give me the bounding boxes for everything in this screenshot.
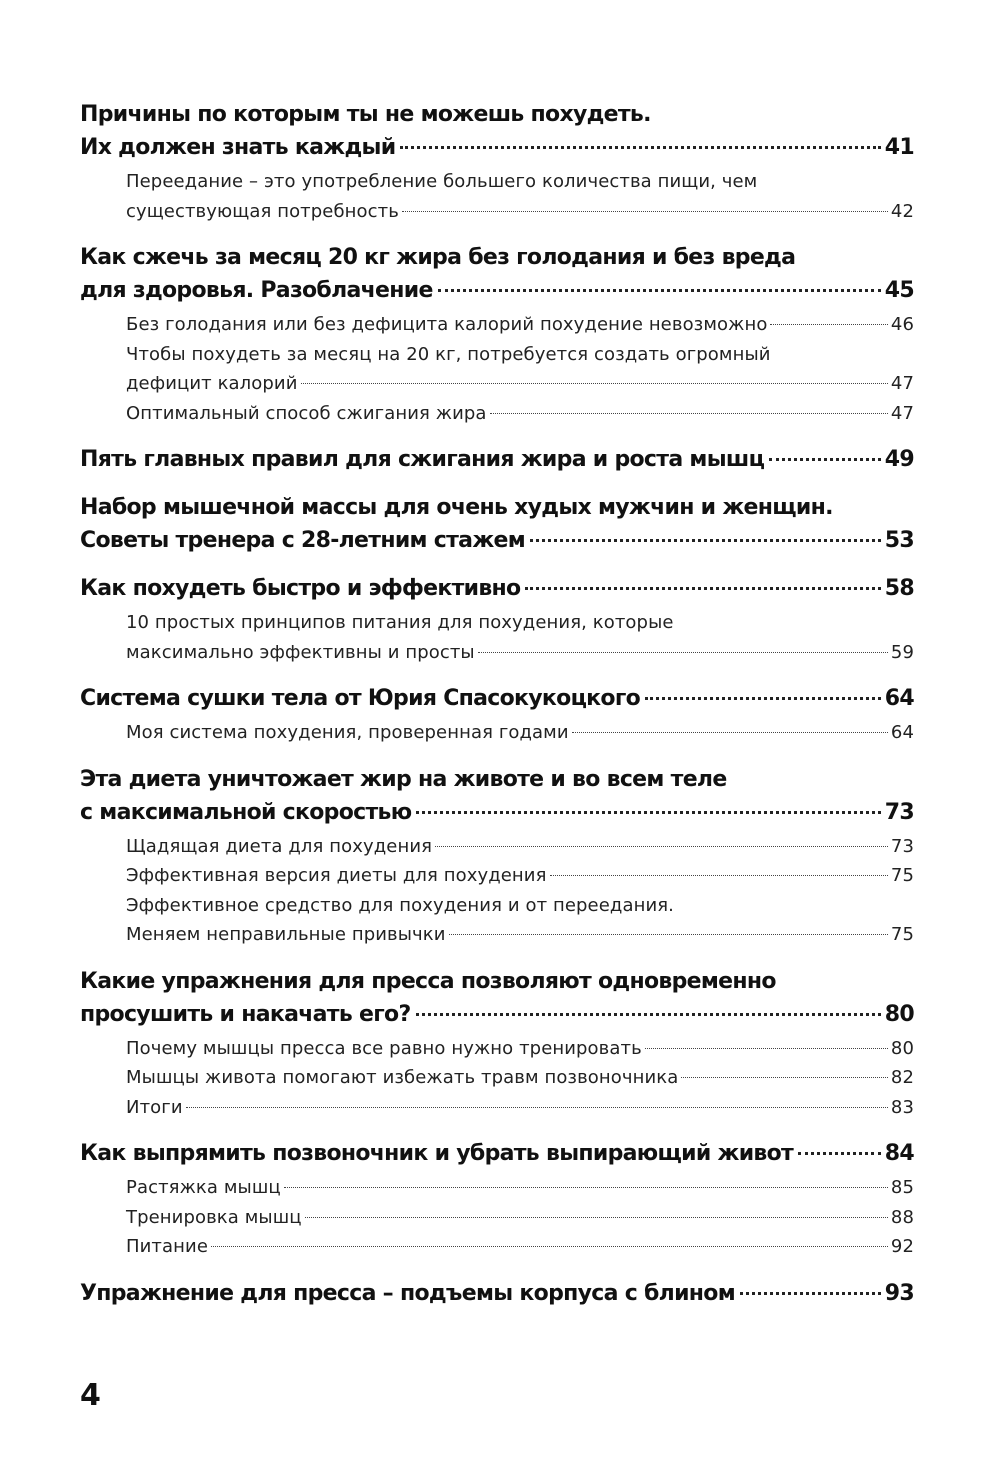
chapter-title-text: Упражнение для пресса – подъемы корпуса с блином: [80, 1280, 735, 1306]
chapter-title[interactable]: [80, 1277, 914, 1310]
subsection-list: [80, 608, 914, 667]
dot-leader: [435, 846, 888, 847]
chapter-title[interactable]: [80, 241, 914, 307]
chapter-title-line: [80, 443, 914, 476]
chapter-title-text: Система сушки тела от Юрия Спасокукоцкого: [80, 686, 641, 711]
subsection-title-line: 10 простых принципов питания для похудения, которые: [126, 612, 674, 633]
chapter-title-text: Их должен знать каждый: [80, 135, 396, 160]
chapter-title-line: [80, 796, 914, 829]
dot-leader: [449, 934, 888, 935]
subsection-title-line: [126, 1232, 914, 1262]
chapter-page-number: 41: [884, 135, 914, 160]
subsection-title-text: Без голодания или без дефицита калорий похудение невозможно: [126, 314, 768, 335]
subsection-page-number: 46: [890, 314, 914, 335]
subsection-list: [80, 310, 914, 428]
subsection-title-line: [126, 718, 914, 748]
chapter-page-number: 80: [884, 1001, 914, 1027]
toc-chapter[interactable]: [80, 1137, 914, 1262]
subsection-title-text: Мышцы живота помогают избежать травм позвоночника: [126, 1067, 679, 1088]
dot-leader: [400, 146, 880, 149]
toc-subsection[interactable]: [126, 167, 914, 226]
chapter-title-line: [80, 998, 914, 1031]
subsection-title-text: Оптимальный способ сжигания жира: [126, 402, 487, 424]
toc-chapter[interactable]: [80, 763, 914, 950]
subsection-title-text: максимально эффективны и просты: [126, 641, 475, 663]
subsection-title-text: Растяжка мышц: [126, 1177, 281, 1198]
chapter-page-number: 58: [884, 576, 914, 601]
subsection-title-line: [126, 369, 914, 399]
chapter-title-line: [80, 1277, 914, 1310]
chapter-title[interactable]: [80, 965, 914, 1031]
chapter-page-number: 64: [884, 686, 914, 711]
subsection-page-number: 64: [890, 722, 914, 743]
chapter-title[interactable]: [80, 491, 914, 557]
subsection-title-line: [126, 197, 914, 227]
subsection-page-number: 75: [890, 924, 914, 945]
toc-subsection[interactable]: [126, 718, 914, 748]
chapter-title-line: Набор мышечной массы для очень худых мужчин и женщин.: [80, 495, 833, 520]
chapter-title-text: для здоровья. Разоблачение: [80, 278, 433, 303]
subsection-title-text: Питание: [126, 1236, 208, 1257]
subsection-page-number: 83: [890, 1096, 914, 1118]
chapter-title-line: Причины по которым ты не можешь похудеть.: [80, 102, 651, 127]
chapter-title-line: [80, 572, 914, 605]
subsection-title-line: Чтобы похудеть за месяц на 20 кг, потребуется создать огромный: [126, 343, 771, 365]
chapter-title-line: [80, 1137, 914, 1170]
chapter-title[interactable]: [80, 1137, 914, 1170]
chapter-title-line: [80, 682, 914, 715]
subsection-title-line: [126, 861, 914, 891]
toc-chapter[interactable]: [80, 98, 914, 226]
chapter-title-line: Эта диета уничтожает жир на животе и во всем теле: [80, 766, 727, 792]
subsection-title-text: дефицит калорий: [126, 373, 298, 394]
toc-subsection[interactable]: [126, 891, 914, 950]
subsection-title-line: [126, 1034, 914, 1064]
toc-chapter[interactable]: [80, 965, 914, 1123]
dot-leader: [645, 1048, 888, 1049]
subsection-list: [80, 167, 914, 226]
subsection-page-number: 47: [890, 402, 914, 424]
dot-leader: [740, 1292, 881, 1295]
dot-leader: [305, 1217, 888, 1218]
subsection-page-number: 88: [890, 1206, 914, 1228]
toc-subsection[interactable]: [126, 1034, 914, 1064]
subsection-title-line: [126, 1203, 914, 1233]
dot-leader: [186, 1107, 888, 1108]
table-of-contents: [80, 98, 914, 1310]
chapter-title-text: Пять главных правил для сжигания жира и роста мышц: [80, 447, 765, 472]
toc-chapter[interactable]: [80, 241, 914, 428]
subsection-title-line: Эффективное средство для похудения и от переедания.: [126, 894, 674, 916]
subsection-title-text: существующая потребность: [126, 200, 399, 222]
toc-subsection[interactable]: [126, 832, 914, 862]
dot-leader: [550, 875, 888, 876]
subsection-page-number: 47: [890, 373, 914, 394]
toc-subsection[interactable]: [126, 861, 914, 891]
chapter-title[interactable]: [80, 98, 914, 164]
subsection-page-number: 82: [890, 1067, 914, 1088]
subsection-title-line: [126, 1173, 914, 1203]
subsection-page-number: 59: [890, 641, 914, 663]
chapter-title-line: Как сжечь за месяц 20 кг жира без голодания и без вреда: [80, 245, 796, 270]
dot-leader: [769, 458, 881, 461]
dot-leader: [770, 324, 887, 325]
toc-subsection[interactable]: [126, 1173, 914, 1203]
toc-chapter[interactable]: [80, 1277, 914, 1310]
dot-leader: [798, 1152, 881, 1155]
dot-leader: [402, 211, 888, 212]
toc-subsection[interactable]: [126, 1063, 914, 1093]
subsection-title-line: [126, 638, 914, 668]
dot-leader: [681, 1077, 887, 1078]
toc-chapter[interactable]: [80, 491, 914, 557]
chapter-page-number: 49: [884, 447, 914, 472]
toc-subsection[interactable]: [126, 310, 914, 340]
chapter-title[interactable]: [80, 763, 914, 829]
chapter-title-text: просушить и накачать его?: [80, 1001, 411, 1027]
subsection-title-text: Почему мышцы пресса все равно нужно тренировать: [126, 1037, 642, 1059]
chapter-page-number: 73: [884, 799, 914, 825]
chapter-page-number: 53: [884, 528, 914, 553]
chapter-title-line: [80, 524, 914, 557]
chapter-title-line: Какие упражнения для пресса позволяют одновременно: [80, 968, 776, 994]
dot-leader: [416, 1013, 881, 1016]
dot-leader: [284, 1187, 888, 1188]
subsection-title-line: [126, 399, 914, 429]
subsection-title-line: [126, 920, 914, 950]
chapter-title-line: [80, 131, 914, 164]
dot-leader: [211, 1246, 888, 1247]
dot-leader: [525, 587, 880, 590]
subsection-title-text: Тренировка мышц: [126, 1206, 302, 1228]
toc-chapter[interactable]: [80, 682, 914, 748]
chapter-title-text: Как выпрямить позвоночник и убрать выпирающий живот: [80, 1141, 794, 1166]
dot-leader: [490, 413, 888, 414]
subsection-page-number: 42: [890, 200, 914, 222]
dot-leader: [416, 811, 880, 814]
dot-leader: [572, 732, 888, 733]
subsection-title-line: [126, 1093, 914, 1123]
dot-leader: [301, 383, 888, 384]
chapter-page-number: 93: [884, 1280, 914, 1306]
subsection-title-line: Переедание – это употребление большего количества пищи, чем: [126, 171, 758, 192]
subsection-title-text: Эффективная версия диеты для похудения: [126, 865, 547, 886]
subsection-title-text: Щадящая диета для похудения: [126, 835, 433, 857]
subsection-page-number: 85: [890, 1177, 914, 1198]
toc-subsection[interactable]: [126, 1232, 914, 1262]
toc-subsection[interactable]: [126, 399, 914, 429]
toc-subsection[interactable]: [126, 608, 914, 667]
subsection-title-text: Итоги: [126, 1096, 183, 1118]
toc-subsection[interactable]: [126, 340, 914, 399]
toc-subsection[interactable]: [126, 1093, 914, 1123]
subsection-title-text: Моя система похудения, проверенная годами: [126, 722, 569, 743]
subsection-title-line: [126, 1063, 914, 1093]
toc-chapter[interactable]: [80, 443, 914, 476]
chapter-title[interactable]: [80, 443, 914, 476]
chapter-title[interactable]: [80, 572, 914, 605]
subsection-title-line: [126, 832, 914, 862]
subsection-list: [80, 832, 914, 950]
subsection-list: [80, 718, 914, 748]
chapter-title[interactable]: [80, 682, 914, 715]
subsection-title-text: Меняем неправильные привычки: [126, 924, 446, 945]
subsection-page-number: 75: [890, 865, 914, 886]
dot-leader: [645, 697, 881, 700]
subsection-page-number: 73: [890, 835, 914, 857]
toc-subsection[interactable]: [126, 1203, 914, 1233]
dot-leader: [530, 539, 881, 542]
dot-leader: [438, 289, 881, 292]
page-number: 4: [80, 1378, 101, 1413]
chapter-title-text: с максимальной скоростью: [80, 799, 412, 825]
dot-leader: [478, 652, 888, 653]
chapter-title-text: Как похудеть быстро и эффективно: [80, 576, 521, 601]
subsection-title-line: [126, 310, 914, 340]
chapter-page-number: 45: [884, 278, 914, 303]
subsection-list: [80, 1173, 914, 1262]
toc-chapter[interactable]: [80, 572, 914, 667]
chapter-title-line: [80, 274, 914, 307]
subsection-page-number: 92: [890, 1236, 914, 1257]
chapter-page-number: 84: [884, 1141, 914, 1166]
chapter-title-text: Советы тренера с 28-летним стажем: [80, 528, 526, 553]
subsection-list: [80, 1034, 914, 1123]
subsection-page-number: 80: [890, 1037, 914, 1059]
